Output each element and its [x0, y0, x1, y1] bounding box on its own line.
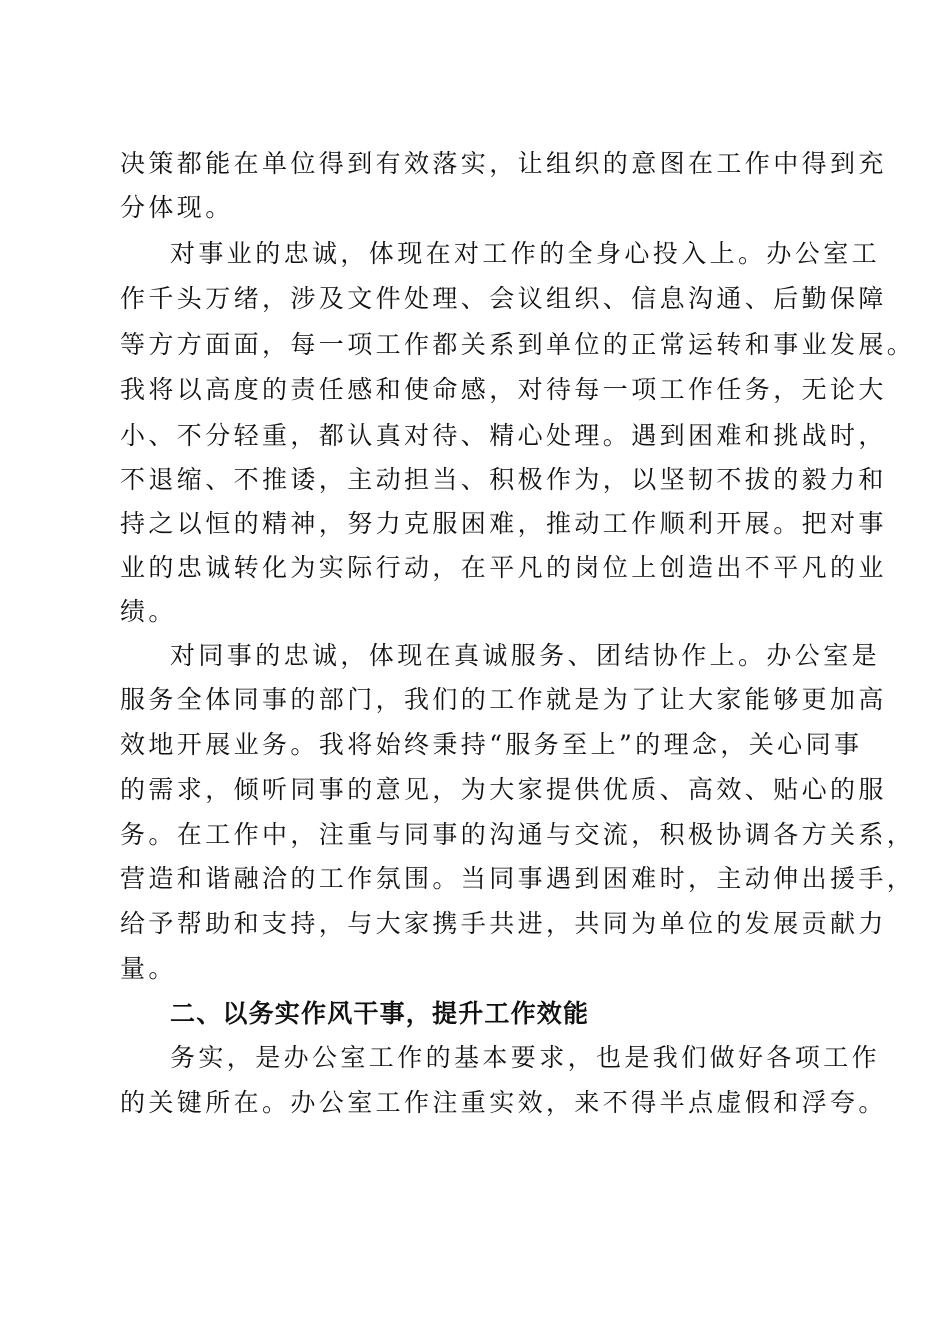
text-line: 给予帮助和支持，与大家携手共进，共同为单位的发展贡献力: [120, 909, 887, 938]
text-line: 小、不分轻重，都认真对待、精心处理。遇到困难和挑战时，: [120, 421, 887, 450]
text-line: 务。在工作中，注重与同事的沟通与交流，积极协调各方关系，: [120, 820, 916, 849]
section-heading: 二、以务实作风干事，提升工作效能: [170, 999, 590, 1028]
text-line: 等方方面面，每一项工作都关系到单位的正常运转和事业发展。: [120, 330, 916, 359]
text-line: 绩。: [120, 597, 177, 626]
text-line: 效地开展业务。我将始终秉持“服务至上”的理念，关心同事: [120, 730, 863, 759]
text-line: 的关键所在。办公室工作注重实效，来不得半点虚假和浮夸。: [120, 1088, 887, 1117]
text-line: 不退缩、不推诿，主动担当、积极作为，以坚韧不拔的毅力和: [120, 465, 887, 494]
text-line: 决策都能在单位得到有效落实，让组织的意图在工作中得到充: [120, 149, 887, 178]
text-line: 持之以恒的精神，努力克服困难，推动工作顺利开展。把对事: [120, 509, 887, 538]
paragraph-first-line: 务实，是办公室工作的基本要求，也是我们做好各项工作: [170, 1043, 881, 1072]
text-line: 营造和谐融洽的工作氛围。当同事遇到困难时，主动伸出援手，: [120, 864, 916, 893]
text-line: 业的忠诚转化为实际行动，在平凡的岗位上创造出不平凡的业: [120, 553, 887, 582]
text-line: 我将以高度的责任感和使命感，对待每一项工作任务，无论大: [120, 375, 887, 404]
text-line: 的需求，倾听同事的意见，为大家提供优质、高效、贴心的服: [120, 775, 887, 804]
text-line: 量。: [120, 954, 177, 983]
text-line: 分体现。: [120, 193, 234, 222]
paragraph-first-line: 对事业的忠诚，体现在对工作的全身心投入上。办公室工: [170, 239, 881, 268]
text-line: 作千头万绪，涉及文件处理、会议组织、信息沟通、后勤保障: [120, 284, 887, 313]
text-line: 服务全体同事的部门，我们的工作就是为了让大家能够更加高: [120, 685, 887, 714]
paragraph-first-line: 对同事的忠诚，体现在真诚服务、团结协作上。办公室是: [170, 641, 881, 670]
